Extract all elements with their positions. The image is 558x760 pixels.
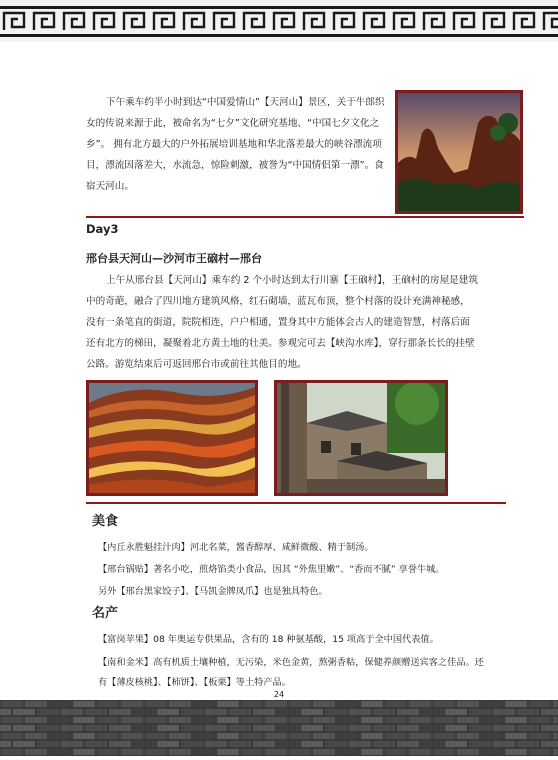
route-title: 邢台县天河山—沙河市王硇村—邢台 bbox=[86, 252, 262, 265]
red-rock-peaks-sunset-photo bbox=[395, 90, 523, 214]
day-title: Day3 bbox=[86, 222, 119, 236]
brick-pattern-icon bbox=[0, 700, 558, 756]
stone-village-houses-photo bbox=[274, 380, 448, 496]
product-item: 【富岗苹果】08 年奥运专供果品，含有的 18 种氨基酸，15 项高于全中国代表值。 bbox=[98, 634, 439, 645]
food-item: 【邢台锅贴】著名小吃，煎烙馅类小食品，因其 “外焦里嫩”、“香而不腻” 享誉牛城。 bbox=[98, 564, 445, 575]
product-item: 【南和金米】高有机质土壤种植，无污染，米色金黄，熬粥香粘，保健养颜赠送宾客之佳品。还有【薄皮核桃】、【柿饼】、【板栗】等土特产品。 bbox=[98, 657, 484, 688]
products-heading: 名产 bbox=[92, 606, 119, 621]
intro-paragraph: 下午乘车约半小时到达“中国爱情山”【天河山】景区，关于牛郎织女的传说来源于此，被命名为“七夕”文化研究基地、“中国七夕文化之乡”。 拥有北方最大的户外拓展培训基地和华北落差最大的峡谷漂流项目，漂流因落差大，水流急，惊险刺激，被誉为“中国情侣第一漂”。食宿天河山。 bbox=[86, 97, 385, 192]
food-heading: 美食 bbox=[92, 514, 119, 529]
section-divider bbox=[86, 216, 524, 218]
fret-pattern-icon bbox=[0, 0, 558, 42]
day3-paragraph: 上午从邢台县【天河山】乘车约 2 个小时达到太行川寨【王硇村】，王硇村的房屋是建筑中的奇葩，融合了四川地方建筑风格，红石砌墙，蓝瓦布顶，整个村落的设计充满神秘感，没有一条笔直的街道，院院相连，户户相通，置身其中方能体会古人的建造智慧，村落后面还有北方的梯田，凝聚着北方黄土地的壮美。参观完可去【峡沟水库】，穿行那条长长的挂壁公路。游览结束后可返回邢台市或前往其他目的地。 bbox=[86, 275, 478, 370]
header-ornament bbox=[0, 0, 558, 42]
brick-wall-footer bbox=[0, 700, 558, 756]
food-item: 另外【邢台黑家饺子】、【马凯金牌凤爪】也是独具特色。 bbox=[98, 586, 328, 597]
section-divider bbox=[86, 502, 506, 504]
terraced-fields-photo bbox=[86, 380, 258, 496]
page-number: 24 bbox=[273, 690, 285, 699]
food-item: 【内丘永胜魁挂汁肉】河北名菜，酱香醇厚、咸鲜微酸、精于制汤。 bbox=[98, 542, 374, 553]
